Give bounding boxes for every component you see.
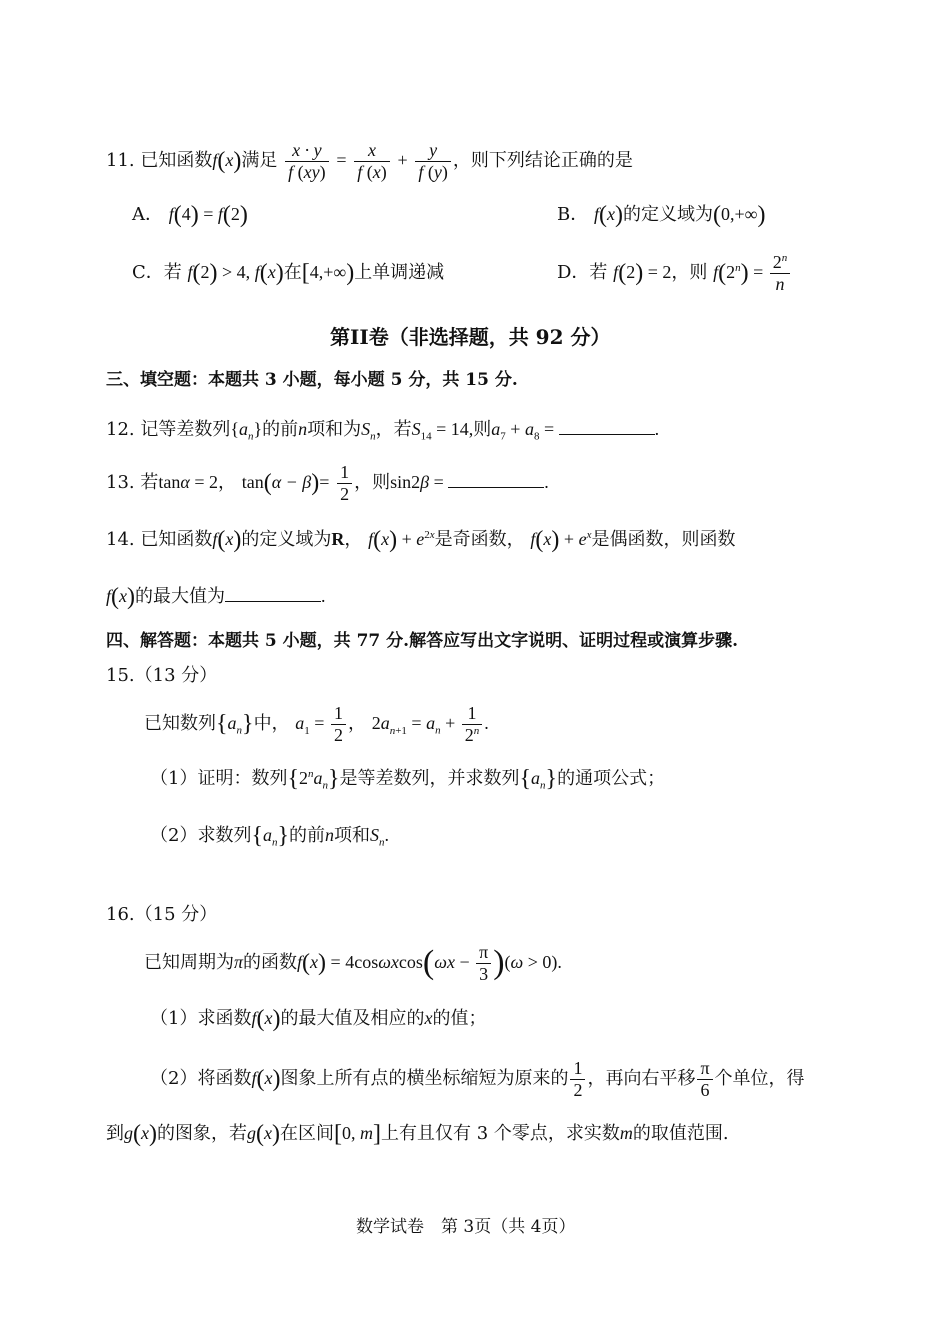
q11-option-d: D．若 f(2) = 2，则 $f(2^n)$ = $\frac{2^n}{n}$ — [557, 252, 792, 294]
q13-lead: 13. 若 — [106, 472, 159, 494]
q16-line3-end: 的取值范围. — [632, 1123, 729, 1144]
q11-frac-1: $\frac{x \cdot y}{f (xy)}$ — [285, 140, 329, 182]
q16-frac-pi6: $\frac{\pi}{6}$ — [697, 1058, 712, 1100]
option-a-label: A． — [132, 204, 163, 225]
page-footer: 数学试卷 第 3页（共 4页） — [356, 1217, 576, 1237]
q14-t2: 是奇函数， — [434, 529, 525, 550]
q14-domain: R — [331, 529, 345, 549]
q12-answer-blank — [559, 418, 655, 435]
option-b-label: B． — [557, 204, 589, 225]
q16-given-lead: 已知周期为 — [144, 952, 234, 974]
q14-answer-blank — [225, 585, 321, 602]
q12-lead: 12. 记等差数列 — [106, 419, 231, 440]
q12-t3: ，若 — [375, 419, 412, 440]
q16-part1-tail: 的值； — [432, 1008, 487, 1029]
option-d-frac: $\frac{2^n}{n}$ — [770, 252, 791, 294]
q16-part2-line2: 到g(x)的图象，若g(x)在区间[0, m]上有且仅有 3 个零点，求实数m的取值范围. — [106, 1121, 729, 1147]
q12: 12. 记等差数列$\{a_n\}$的前n项和为$S_n$，若$S_{14} = 14$,则$a_7 + a_8$ = . — [106, 419, 660, 443]
q16-given-mid: 的函数 — [243, 952, 298, 974]
q16-part1: （1）求函数f(x)的最大值及相应的x的值； — [150, 1006, 487, 1032]
q11-stem: 11. 已知函数f(x)满足 $\frac{x \cdot y}{f (xy)}$ = $\frac{x}{f (x)}$ + $\frac{y}{f (y)}$ ，则下列结论正确的是 — [106, 140, 633, 182]
option-c-tail: 上单调递减 — [354, 262, 445, 283]
q15-part2-lead: （2）求数列 — [150, 825, 252, 846]
option-d-label: D．若 — [557, 262, 608, 284]
q14-line2-tail: 的最大值为 — [135, 586, 226, 607]
q15-part1-mid: 是等差数列，并求数列 — [339, 768, 520, 789]
q15-part2-mid: 的前 — [289, 825, 326, 846]
q15-part2: （2）求数列$\{a_n\}$的前n项和$S_n$. — [150, 823, 390, 849]
q14-lead: 14. 已知函数 — [106, 529, 213, 550]
q11-frac-3: $\frac{y}{f (y)}$ — [415, 140, 451, 182]
q16-line3-mid: 的图象，若 — [157, 1123, 247, 1144]
q16-frac-half: $\frac{1}{2}$ — [570, 1058, 585, 1100]
q15-frac-recur: $\frac{1}{2^n}$ — [462, 703, 483, 745]
option-c-label: C．若 — [132, 262, 182, 283]
q11-frac-2: $\frac{x}{f (x)}$ — [354, 140, 390, 182]
q12-t1: 的前 — [262, 419, 299, 440]
q14-line1: 14. 已知函数f(x)的定义域为R， $f(x) + e^{2x}$是奇函数， $f(x) + e^x$是偶函数，则函数 — [106, 527, 736, 553]
q16-frac-pi3: $\frac{\pi}{3}$ — [476, 942, 491, 984]
q15-given-lead: 已知数列 — [144, 713, 216, 735]
q11-option-a: A． f(4) = f(2) — [132, 202, 248, 228]
q12-t2: 项和为 — [307, 419, 362, 440]
q16-part2: （2）将函数f(x)图象上所有点的横坐标缩短为原来的 $\frac{1}{2}$ ，再向右平移 $\frac{\pi}{6}$ 个单位，得 — [150, 1058, 805, 1100]
q14-t3: 是偶函数，则函数 — [591, 529, 736, 550]
q14-line2: f(x)的最大值为 . — [106, 584, 326, 610]
q11-tail: ，则下列结论正确的是 — [452, 150, 633, 172]
q14-t1: 的定义域为 — [241, 529, 332, 550]
q16-part1-lead: （1）求函数 — [150, 1008, 252, 1029]
q13: 13. 若tanα = 2， tan(α − β)= $\frac{1}{2}$ ，则sin2β = . — [106, 462, 549, 504]
q13-t1: ， — [217, 472, 236, 494]
option-b-text: 的定义域为 — [622, 204, 713, 225]
q15-frac-a1: $\frac{1}{2}$ — [331, 703, 346, 745]
q16-header: 16.（15 分） — [106, 904, 218, 925]
q15-header: 15.（13 分） — [106, 665, 218, 686]
q16-line3-lead: 到 — [106, 1123, 124, 1144]
q16-part2-lead: （2）将函数 — [150, 1068, 252, 1090]
part4-title: 四、解答题：本题共 5 小题，共 77 分.解答应写出文字说明、证明过程或演算步骤. — [106, 631, 738, 651]
section2-title: 第II卷（非选择题，共 92 分） — [330, 325, 611, 349]
q12-t4: 则 — [473, 419, 492, 440]
q15-given: 已知数列$\{a_n\}$中， $a_1$ = $\frac{1}{2}$ ， $2a_{n+1} = a_n$ + $\frac{1}{2^n}$ . — [144, 703, 489, 745]
q11-mid: 满足 — [241, 150, 278, 172]
q16-line3-mid2: 在区间 — [280, 1123, 334, 1144]
q15-part2-tail: 项和 — [334, 825, 371, 846]
q15-given-mid: 中， — [253, 713, 290, 735]
q11-option-c: C．若 f(2) > 4, f(x)在[4,+∞)上单调递减 — [132, 260, 445, 286]
q16-given: 已知周期为π的函数f(x) = 4cosωxcos(ωx − $\frac{\pi}{3}$ )(ω > 0). — [144, 942, 562, 984]
q13-t2: ，则 — [354, 472, 391, 494]
q11-option-b: B． f(x)的定义域为(0,+∞) — [557, 202, 766, 228]
q15-part1: （1）证明：数列$\{2^na_n\}$是等差数列，并求数列$\{a_n\}$的通项公式； — [150, 766, 666, 792]
part3-title: 三、填空题：本题共 3 小题，每小题 5 分，共 15 分. — [106, 370, 518, 390]
q16-part1-mid: 的最大值及相应的 — [280, 1008, 425, 1029]
option-d-mid: ，则 — [671, 262, 708, 284]
option-c-mid: 在 — [283, 262, 302, 283]
q16-part2-mid: 图象上所有点的横坐标缩短为原来的 — [280, 1068, 569, 1090]
q16-part2-tail: 个单位，得 — [714, 1068, 805, 1090]
q15-part1-lead: （1）证明：数列 — [150, 768, 288, 789]
q11-lead: 11. 已知函数 — [106, 150, 213, 172]
q13-frac: $\frac{1}{2}$ — [337, 462, 352, 504]
q16-part2-mid2: ，再向右平移 — [587, 1068, 696, 1090]
q15-part1-tail: 的通项公式； — [557, 768, 666, 789]
q16-line3-tail: 上有且仅有 3 个零点，求实数 — [381, 1123, 620, 1144]
q13-answer-blank — [448, 471, 544, 488]
